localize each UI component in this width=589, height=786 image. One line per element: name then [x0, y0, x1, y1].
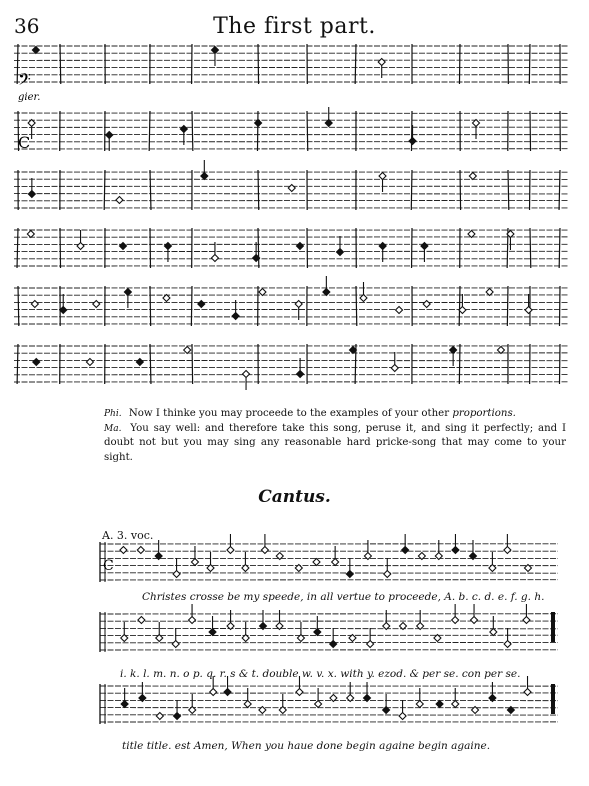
note-head: [396, 307, 403, 314]
note-head: [210, 689, 217, 696]
lyric-line-2: i. k. l. m. n. o p. q. r. s & t. double w. v. x. with y. ezod. & per se. con per se.: [120, 668, 521, 680]
note-head: [120, 547, 127, 554]
note-head: [174, 713, 181, 720]
upper-system: [14, 44, 568, 84]
barline: [530, 228, 531, 268]
note-head: [296, 243, 303, 250]
barline: [60, 228, 61, 268]
note-head: [421, 243, 428, 250]
note-head: [136, 359, 143, 366]
note-head: [452, 617, 459, 624]
note-head: [323, 289, 330, 296]
barline: [104, 170, 105, 210]
note-head: [391, 365, 398, 372]
note-head: [409, 138, 416, 145]
note-head: [469, 173, 476, 180]
note-head: [227, 547, 234, 554]
note-head: [296, 689, 303, 696]
barline: [258, 170, 259, 210]
note-head: [137, 547, 144, 554]
barline: [507, 286, 508, 326]
note-head: [471, 617, 478, 624]
note-head: [211, 47, 218, 54]
note-head: [486, 289, 493, 296]
note-head: [77, 243, 84, 250]
barline: [17, 344, 18, 384]
barline: [460, 170, 461, 210]
note-head: [106, 132, 113, 139]
note-head: [189, 617, 196, 624]
note-head: [315, 701, 322, 708]
barline: [150, 344, 151, 384]
note-head: [259, 289, 266, 296]
upper-system: [14, 160, 568, 210]
c-clef-icon: C: [103, 558, 114, 574]
note-head: [172, 641, 179, 648]
upper-system: [14, 228, 568, 268]
barline: [257, 111, 258, 151]
barline: [307, 111, 308, 151]
dialogue-line-ma: [104, 422, 566, 466]
barline: [17, 228, 18, 268]
cantus-staves: [100, 534, 558, 724]
note-head: [504, 641, 511, 648]
note-head: [346, 571, 353, 578]
speaker-ma: Ma.: [104, 423, 122, 434]
note-head: [156, 713, 163, 720]
note-head: [423, 301, 430, 308]
note-head: [173, 571, 180, 578]
note-head: [399, 713, 406, 720]
note-head: [468, 231, 475, 238]
barline: [529, 44, 530, 84]
note-head: [525, 307, 532, 314]
note-head: [198, 301, 205, 308]
note-head: [138, 617, 145, 624]
note-head: [232, 313, 239, 320]
barline: [150, 286, 151, 326]
cantus-staff: [100, 544, 558, 580]
upper-staff: [14, 346, 568, 382]
note-head: [436, 701, 443, 708]
note-head: [452, 701, 459, 708]
c-clef-icon: C: [18, 133, 31, 152]
upper-staff: [14, 113, 568, 149]
note-head: [27, 231, 34, 238]
upper-system: [14, 107, 568, 151]
barline: [191, 286, 192, 326]
note-head: [490, 629, 497, 636]
note-head: [121, 701, 128, 708]
barline: [508, 170, 509, 210]
note-head: [497, 347, 504, 354]
note-head: [184, 347, 191, 354]
barline: [192, 344, 193, 384]
note-head: [33, 359, 40, 366]
note-head: [314, 629, 321, 636]
note-head: [243, 371, 250, 378]
note-head: [379, 173, 386, 180]
note-head: [201, 173, 208, 180]
note-head: [244, 701, 251, 708]
dialogue: [104, 407, 566, 465]
note-head: [379, 243, 386, 250]
barline: [355, 44, 356, 84]
barline: [459, 286, 460, 326]
dialogue-text-phi: Now I thinke you may proceede to the examples of your other: [128, 408, 450, 419]
note-head: [180, 126, 187, 133]
barline: [411, 170, 412, 210]
note-head: [295, 301, 302, 308]
barline: [18, 286, 19, 326]
note-head: [367, 641, 374, 648]
cantus-system: [100, 534, 558, 582]
running-title: The first part.: [213, 14, 376, 39]
note-head: [116, 197, 123, 204]
note-head: [330, 641, 337, 648]
note-head: [93, 301, 100, 308]
note-head: [360, 295, 367, 302]
note-head: [297, 371, 304, 378]
note-head: [28, 191, 35, 198]
cantus-heading: Cantus.: [258, 487, 331, 507]
upper-system: [14, 276, 568, 326]
note-head: [336, 249, 343, 256]
dialogue-emph-phi: proportions.: [452, 408, 516, 419]
barline: [459, 344, 460, 384]
dialogue-line-phi: [104, 407, 566, 422]
note-head: [504, 547, 511, 554]
note-head: [211, 255, 218, 262]
note-head: [523, 617, 530, 624]
note-head: [31, 301, 38, 308]
barline: [258, 44, 259, 84]
note-head: [261, 547, 268, 554]
barline: [559, 170, 560, 210]
voices-label: A. 3. voc.: [102, 529, 154, 542]
note-head: [224, 689, 231, 696]
note-head: [332, 559, 339, 566]
upper-staff: [14, 46, 568, 82]
note-head: [402, 547, 409, 554]
note-head: [191, 559, 198, 566]
cantus-system: [100, 676, 558, 724]
note-head: [450, 347, 457, 354]
note-head: [86, 359, 93, 366]
barline: [258, 228, 259, 268]
lyric-line-1: Christes crosse be my speede, in all vertue to proceede, A. b. c. d. e. f. g. h.: [142, 591, 545, 603]
page-number: 36: [14, 14, 40, 38]
upper-staff: [14, 230, 568, 266]
note-head: [452, 547, 459, 554]
dialogue-text-ma: You say well: and therefore take this song, peruse it, and sing it perfectly; and I doubt not but you may sing any reasonable hard pricke-song that may come to your sight.: [104, 422, 566, 463]
barline: [192, 111, 193, 151]
barline: [530, 111, 531, 151]
note-head: [384, 571, 391, 578]
note-head: [120, 243, 127, 250]
cantus-system: [100, 604, 558, 652]
barline: [559, 228, 560, 268]
barline: [459, 44, 460, 84]
note-head: [288, 185, 295, 192]
lyric-line-3: title title. est Amen, When you haue done begin againe begin againe.: [122, 740, 491, 752]
note-head: [378, 59, 385, 66]
barline: [411, 111, 412, 151]
note-head: [524, 689, 531, 696]
note-head: [209, 629, 216, 636]
upper-system: [14, 344, 568, 390]
note-head: [124, 289, 131, 296]
cantus-staff: [100, 686, 558, 722]
voice-marker: gier.: [18, 92, 41, 103]
barline: [559, 344, 560, 384]
note-head: [313, 559, 320, 566]
bass-clef-icon: 𝄢: [18, 69, 31, 93]
barline: [356, 286, 357, 326]
upper-score-staves: [14, 44, 568, 390]
note-head: [164, 243, 171, 250]
note-head: [32, 47, 39, 54]
note-head: [60, 307, 67, 314]
barline: [149, 111, 150, 151]
speaker-phi: Phi.: [104, 409, 122, 419]
barline: [60, 44, 61, 84]
barline: [150, 170, 151, 210]
note-head: [416, 701, 423, 708]
